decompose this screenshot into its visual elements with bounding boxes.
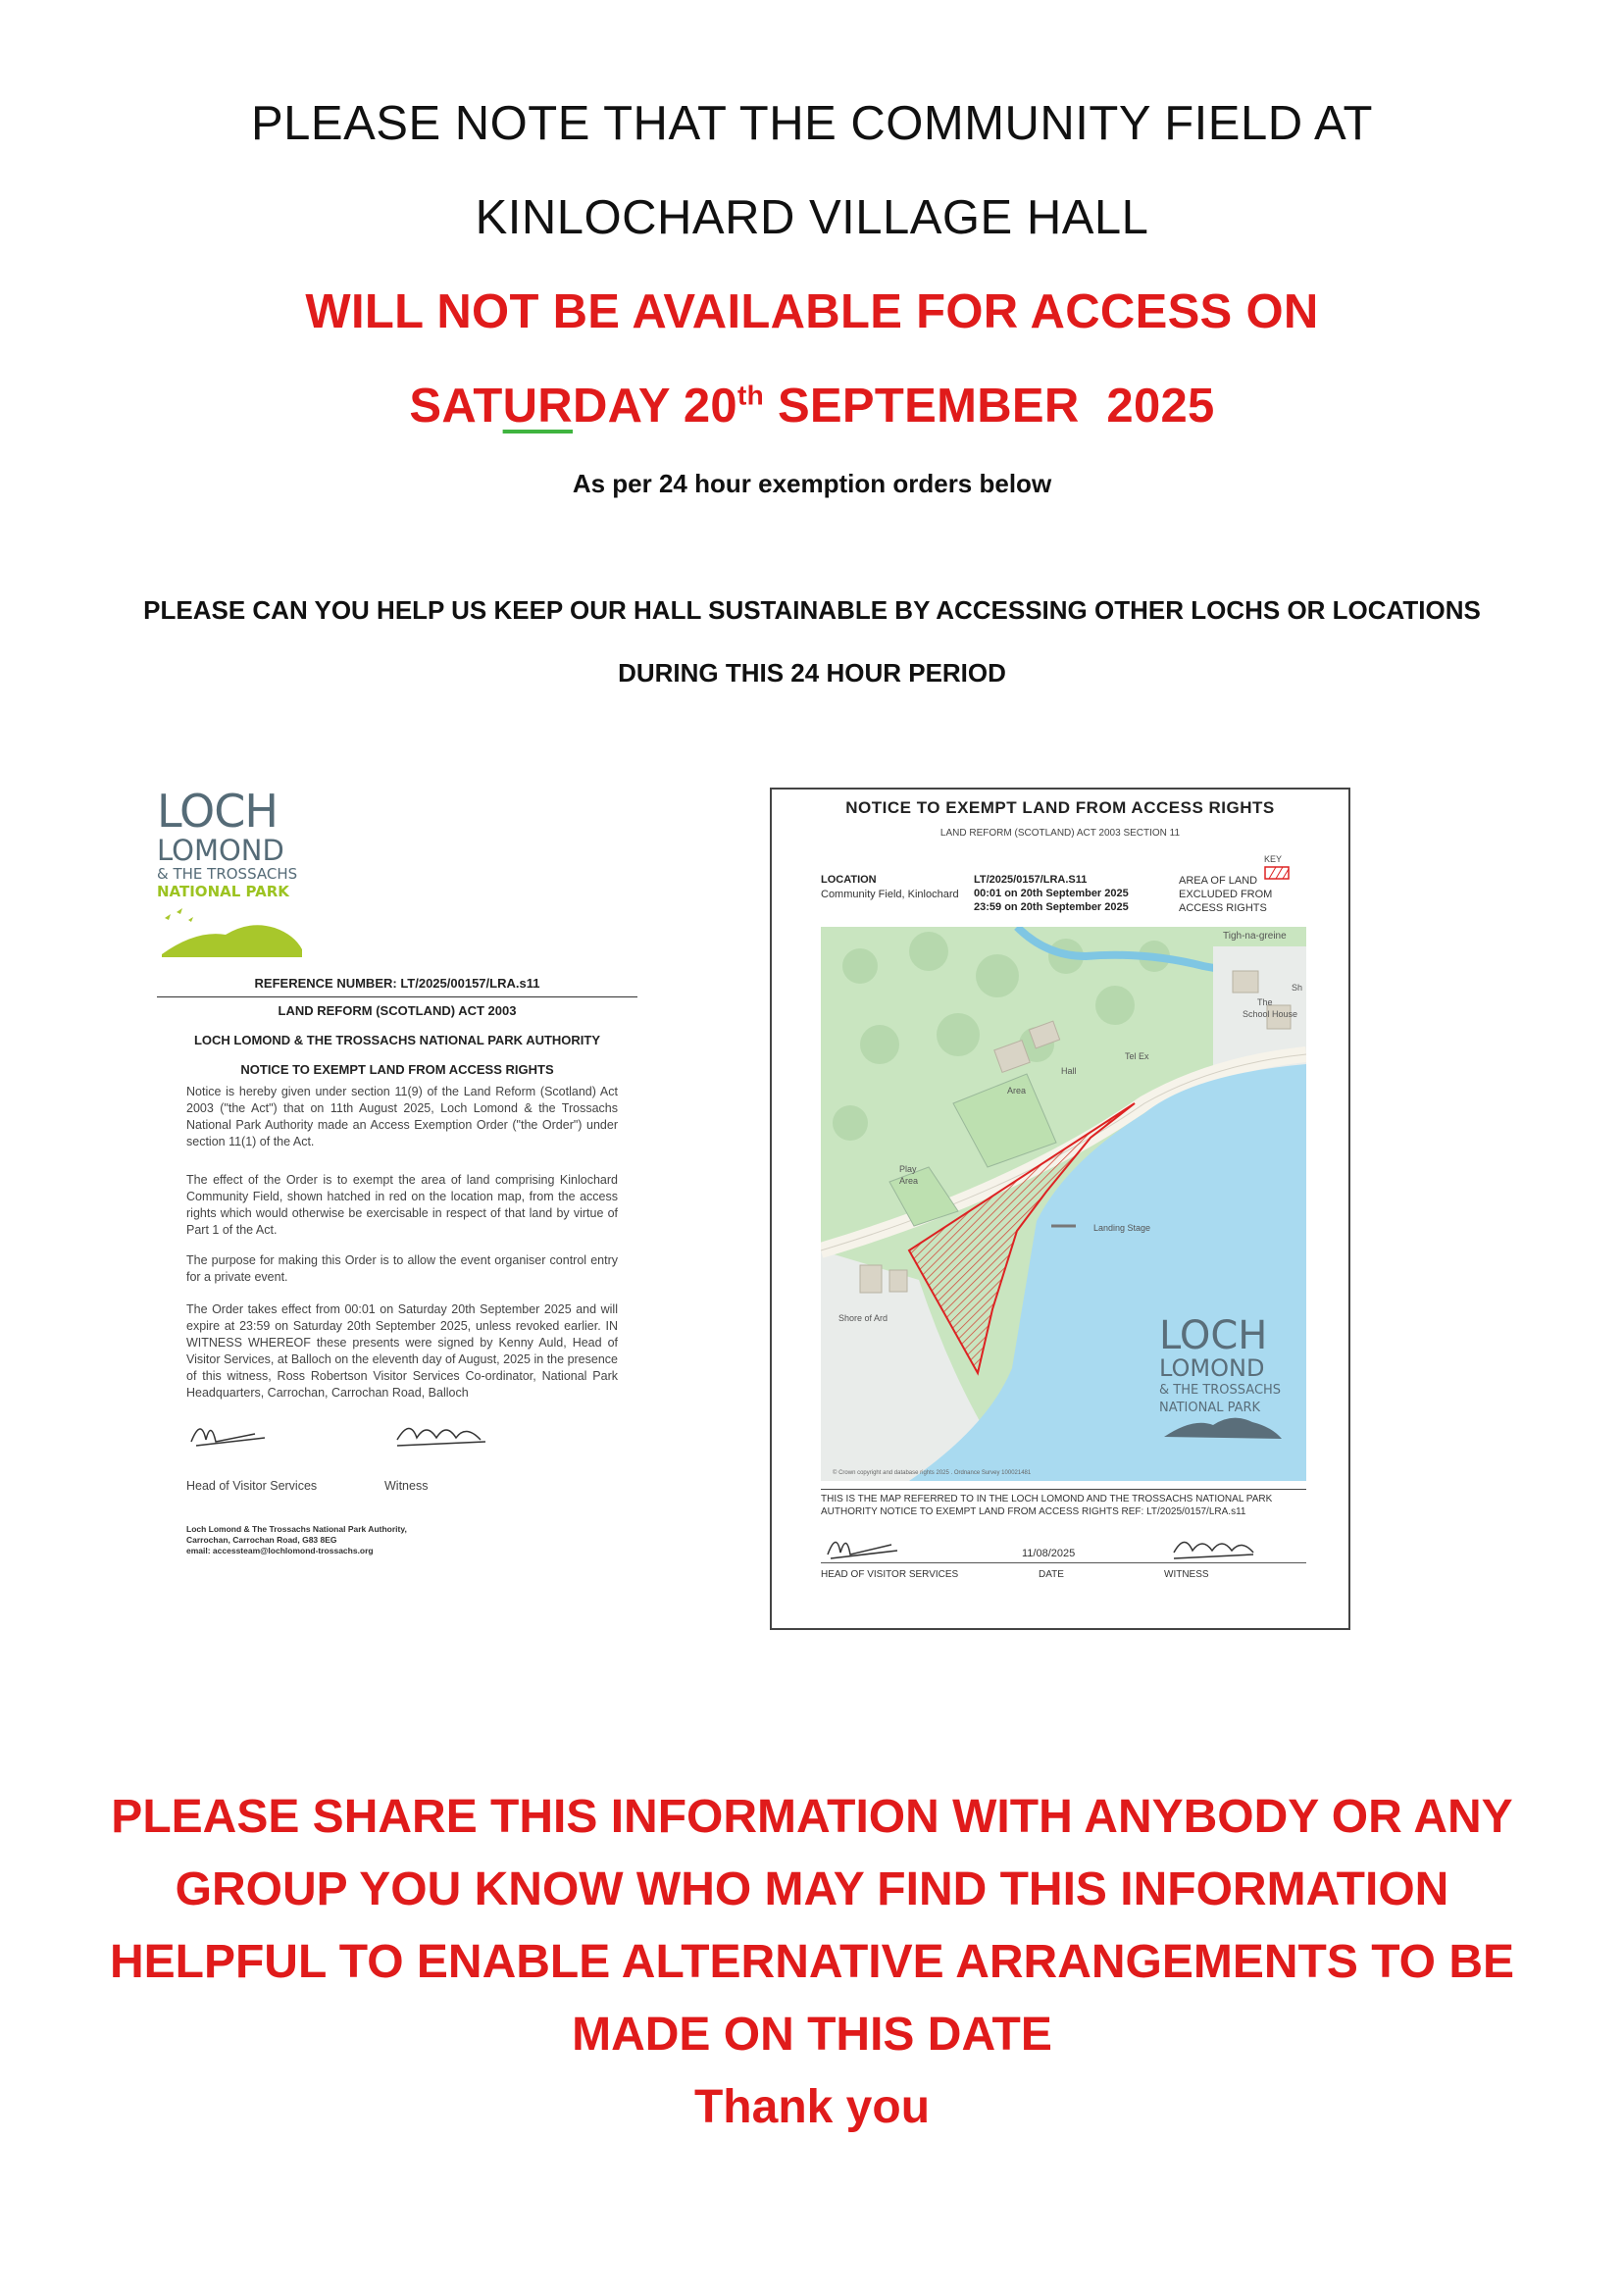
legend-text: EXCLUDED FROM — [1179, 889, 1273, 900]
map-footer-line: AUTHORITY NOTICE TO EXEMPT LAND FROM ACCESS RIGHTS REF: LT/2025/0157/LRA.s11 — [821, 1506, 1246, 1517]
map-label: Shore of Ard — [838, 1313, 888, 1323]
plea-line-1: PLEASE CAN YOU HELP US KEEP OUR HALL SUSTAINABLE BY ACCESSING OTHER LOCHS OR LOCATIONS — [143, 595, 1481, 625]
map-label: Tel Ex — [1125, 1051, 1149, 1061]
exemption-notice — [157, 785, 637, 1569]
signature-date: 11/08/2025 — [1022, 1548, 1076, 1559]
date-part: DAY 20 — [573, 380, 737, 433]
address-line: Carrochan, Carrochan Road, G83 8EG — [186, 1535, 337, 1545]
map-reference: LT/2025/0157/LRA.S11 — [974, 874, 1088, 886]
notice-line-2: KINLOCHARD VILLAGE HALL — [475, 191, 1149, 244]
location-map — [821, 927, 1306, 1481]
map-logo-lomond: LOMOND — [1159, 1354, 1265, 1382]
hatched-area-key-icon — [1264, 866, 1290, 880]
map-label: Area — [899, 1176, 919, 1186]
end-time: 23:59 on 20th September 2025 — [974, 901, 1129, 913]
legend-text: ACCESS RIGHTS — [1179, 902, 1267, 914]
address-line: email: accessteam@lochlomond-trossachs.org — [186, 1546, 374, 1555]
logo-national-park: NATIONAL PARK — [157, 883, 289, 900]
signature-witness — [392, 1412, 490, 1452]
logo-lomond: LOMOND — [157, 834, 284, 867]
reference-number: REFERENCE NUMBER: LT/2025/00157/LRA.s11 — [254, 976, 540, 991]
thank-you: Thank you — [693, 2081, 931, 2133]
location-value: Community Field, Kinlochard — [821, 889, 959, 900]
map-label: Play — [899, 1164, 917, 1174]
map-notice-subtitle: LAND REFORM (SCOTLAND) ACT 2003 SECTION 11 — [939, 828, 1181, 839]
date-part-underlined: UR — [502, 380, 573, 433]
start-time: 00:01 on 20th September 2025 — [974, 888, 1129, 899]
map-label: Area — [1007, 1086, 1027, 1096]
notice-line-1: PLEASE NOTE THAT THE COMMUNITY FIELD AT — [251, 97, 1373, 150]
map-notice-title: NOTICE TO EXEMPT LAND FROM ACCESS RIGHTS — [845, 798, 1275, 817]
map-footer-line: THIS IS THE MAP REFERRED TO IN THE LOCH LOMOND AND THE TROSSACHS NATIONAL PARK — [821, 1494, 1273, 1504]
share-line-1: PLEASE SHARE THIS INFORMATION WITH ANYBODY OR ANY — [111, 1791, 1513, 1843]
map-label: Landing Stage — [1093, 1223, 1151, 1233]
map-label: The — [1257, 997, 1273, 1007]
act-title: LAND REFORM (SCOTLAND) ACT 2003 — [278, 1003, 517, 1018]
date-label: DATE — [1039, 1569, 1064, 1580]
map-copyright: © Crown copyright and database rights 2025 . Ordnance Survey 100021481 — [833, 1470, 1032, 1476]
address-line: Loch Lomond & The Trossachs National Park Authority, — [186, 1524, 407, 1534]
park-logo — [157, 785, 353, 961]
key-label: KEY — [1264, 854, 1283, 864]
share-line-4: MADE ON THIS DATE — [572, 2009, 1052, 2061]
logo-loch: LOCH — [157, 785, 278, 838]
notice-line-3: WILL NOT BE AVAILABLE FOR ACCESS ON — [305, 285, 1319, 338]
location-label: LOCATION — [821, 874, 877, 886]
head-label: HEAD OF VISITOR SERVICES — [821, 1569, 959, 1580]
map-logo-loch: LOCH — [1159, 1313, 1268, 1358]
logo-trossachs: & THE TROSSACHS — [157, 865, 298, 883]
date-superscript: th — [737, 380, 765, 411]
witness-label: Witness — [384, 1479, 429, 1493]
signature-head — [186, 1412, 275, 1452]
map-label: School House — [1243, 1009, 1298, 1019]
map-signature-witness — [1169, 1527, 1257, 1562]
legend-text: AREA OF LAND — [1179, 875, 1258, 887]
share-line-2: GROUP YOU KNOW WHO MAY FIND THIS INFORMATION — [175, 1863, 1449, 1915]
notice-paragraph: The Order takes effect from 00:01 on Saturday 20th September 2025 and will expire at 23:59 on Saturday 20th September 2025, unless revoked earlier. IN WITNESS WHEREOF these presents were signed by Kenny Auld, Head of Visitor Services, at Balloch on the eleventh day of August, 2025 in the presence of this witness, Ross Robertson Visitor Services Co-ordinator, National Park Headquarters, Carrochan, Carrochan Road, Balloch — [186, 1302, 618, 1400]
map-label: Hall — [1061, 1066, 1077, 1076]
map-label: Sh — [1292, 983, 1303, 993]
divider — [157, 996, 637, 997]
signature-line — [821, 1562, 1306, 1563]
signatory-label: Head of Visitor Services — [186, 1479, 318, 1493]
date-part: SEPTEMBER 2025 — [764, 380, 1215, 433]
notice-title: NOTICE TO EXEMPT LAND FROM ACCESS RIGHTS — [240, 1062, 554, 1077]
notice-paragraph: The purpose for making this Order is to allow the event organiser control entry for a private event. — [186, 1253, 618, 1284]
notice-paragraph: Notice is hereby given under section 11(9) of the Land Reform (Scotland) Act 2003 ("the Act") that on 11th August 2025, Loch Lomond & the Trossachs National Park Authority made an Access Exemption Order ("the Order") under section 11(1) of the Act. — [186, 1085, 618, 1148]
map-label: Tigh-na-greine — [1223, 931, 1287, 942]
witness-label: WITNESS — [1164, 1569, 1209, 1580]
subtitle: As per 24 hour exemption orders below — [572, 469, 1052, 498]
divider — [821, 1489, 1306, 1490]
mountain-logo-icon — [157, 900, 304, 959]
share-line-3: HELPFUL TO ENABLE ALTERNATIVE ARRANGEMENTS TO BE — [109, 1936, 1515, 1988]
notice-paragraph: The effect of the Order is to exempt the area of land comprising Kinlochard Community Field, shown hatched in red on the location map, from the access rights which would otherwise be exercisable in respect of that land by virtue of Part 1 of the Act. — [186, 1173, 618, 1237]
closure-date — [0, 379, 1624, 433]
date-part: SAT — [409, 380, 503, 433]
map-signature-head — [823, 1527, 901, 1562]
plea-line-2: DURING THIS 24 HOUR PERIOD — [618, 658, 1006, 688]
map-notice — [770, 788, 1350, 1630]
map-logo-trossachs: & THE TROSSACHS — [1159, 1383, 1282, 1398]
map-logo-park: NATIONAL PARK — [1159, 1401, 1261, 1415]
authority-name: LOCH LOMOND & THE TROSSACHS NATIONAL PARK AUTHORITY — [193, 1033, 601, 1047]
